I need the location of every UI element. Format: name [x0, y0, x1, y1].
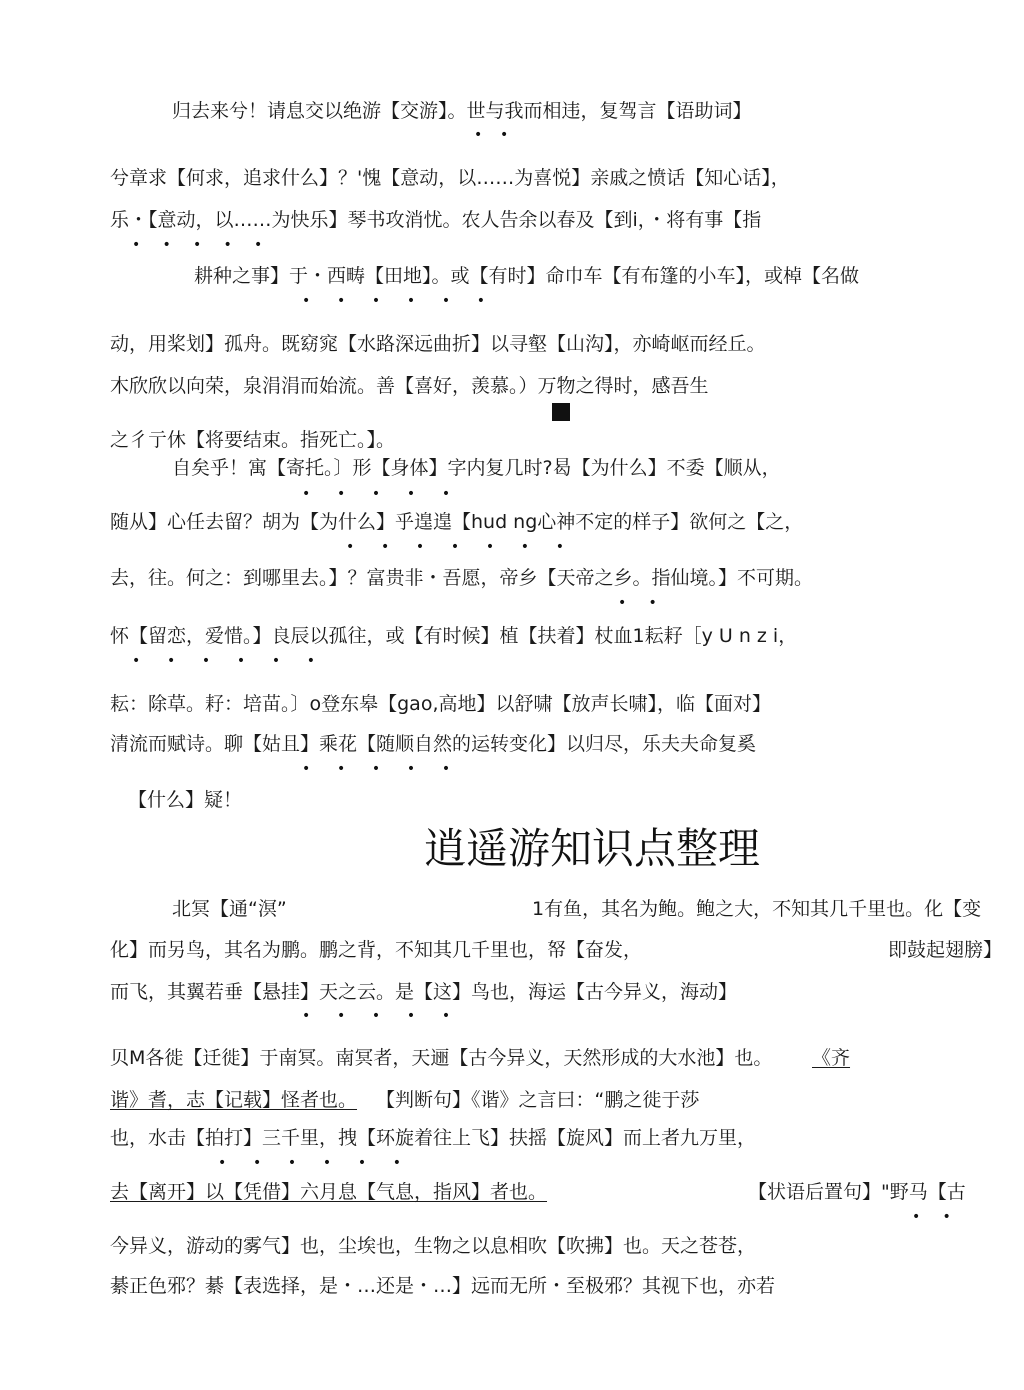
text-line-1: 归去来兮！请息交以绝游【交游】。世与我而相违，复驾言【语助词】 [172, 100, 752, 122]
text-line-10: 去，往。何之：到哪里去。】？富贵非・吾愿，帝乡【天帝之乡。指仙境。】不可期。 [110, 567, 814, 589]
text-line-16a: 化】而另鸟，其名为鹏。鹏之背，不知其几千里也，帑【奋发， [110, 939, 643, 961]
text-line-19a: 谐》耆，志【记载】怪者也。 [110, 1089, 358, 1111]
emphasis-dots: • • [474, 127, 509, 143]
text-line-3: 乐・【意动，以……为快乐】琴书攻消忧。农人告余以春及【到i，・将有事【指 [110, 209, 762, 231]
text-line-12: 耘：除草。耔：培苗。〕o登东皋【gao,高地】以舒啸【放声长啸】，临【面对】 [110, 693, 771, 715]
emphasis-dots: • • • • • • [132, 653, 316, 669]
text-line-13: 清流而赋诗。聊【姑且】乘花【随顺自然的运转变化】以归尽，乐夫夫命复奚 [110, 733, 757, 755]
text-line-4: 耕种之事】于・西畴【田地】。或【有时】命巾车【有布篷的小车】，或棹【名做 [194, 265, 860, 287]
text-line-9: 随从】心任去留？胡为【为什么】乎遑遑【hud ng心神不定的样子】欲何之【之， [110, 511, 804, 533]
text-line-20: 也，水击【拍打】三千里，拽【环旋着往上飞】扶摇【旋风】而上者九万里， [110, 1127, 757, 1149]
text-line-17: 而飞，其翼若垂【悬挂】天之云。是【这】鸟也，海运【古今异义，海动】 [110, 981, 738, 1003]
text-line-16b: 即鼓起翅膀】 [888, 939, 1003, 961]
text-line-19b: 【判断句】《谐》之言曰：“鹏之徙于莎 [376, 1089, 700, 1111]
emphasis-dots: • • • • • [302, 1008, 451, 1024]
text-line-18b: 《齐 [812, 1047, 851, 1069]
emphasis-dots: • • • • • • [302, 293, 486, 309]
emphasis-dots: • • [618, 595, 657, 611]
text-line-23: 綦正色邪？綦【表选择，是・…还是・…】远而无所・至极邪？其视下也，亦若 [110, 1275, 776, 1297]
emphasis-dots: • • • • • [302, 486, 451, 502]
emphasis-dots: • • • • • [302, 761, 451, 777]
text-line-14: 【什么】疑！ [128, 789, 243, 811]
section-title: 逍遥游知识点整理 [424, 824, 761, 873]
text-line-11: 怀【留恋，爱惜。】良辰以孤往，或【有时候】植【扶着】杖血1耘耔［y U n z i， [110, 625, 798, 647]
text-line-2: 兮章求【何求，追求什么】？'愧【意动，以……为喜悦】亲戚之愤话【知心话】， [110, 167, 790, 189]
text-line-5: 动，用桨划】孤舟。既窈窕【水路深远曲折】以寻壑【山沟】，亦崎岖而经丘。 [110, 333, 766, 355]
emphasis-dots: • • • • • • [218, 1155, 402, 1171]
emphasis-dots: • • • • • [132, 237, 263, 253]
emphasis-dots: • • • • • • • [346, 539, 565, 555]
text-line-21b: 【状语后置句】"野马【古 [748, 1181, 966, 1203]
filled-square-mark [552, 403, 570, 421]
emphasis-dots: • • [912, 1209, 951, 1225]
text-line-8: 自矣乎！寓【寄托。〕形【身体】字内复几时?曷【为什么】不委【顺从， [172, 457, 781, 479]
text-line-18a: 贝M各徙【迁徙】于南冥。南冥者，天逦【古今异义，天然形成的大水池】也。 [110, 1047, 773, 1069]
text-line-22: 今异义，游动的雾气】也，尘埃也，生物之以息相吹【吹拂】也。天之苍苍， [110, 1235, 757, 1257]
text-line-6: 木欣欣以向荣，泉涓涓而始流。善【喜好，羡慕。）万物之得时，感吾生 [110, 375, 709, 397]
text-line-21a: 去【离开】以【凭借】六月息【气息，指风】者也。 [110, 1181, 548, 1203]
text-line-7: 之彳亍休【将要结束。指死亡。】。 [110, 429, 396, 451]
text-line-15b: 1有鱼，其名为鲍。鲍之大，不知其几千里也。化【变 [532, 898, 982, 920]
text-line-15a: 北冥【通“溟” [172, 898, 287, 920]
